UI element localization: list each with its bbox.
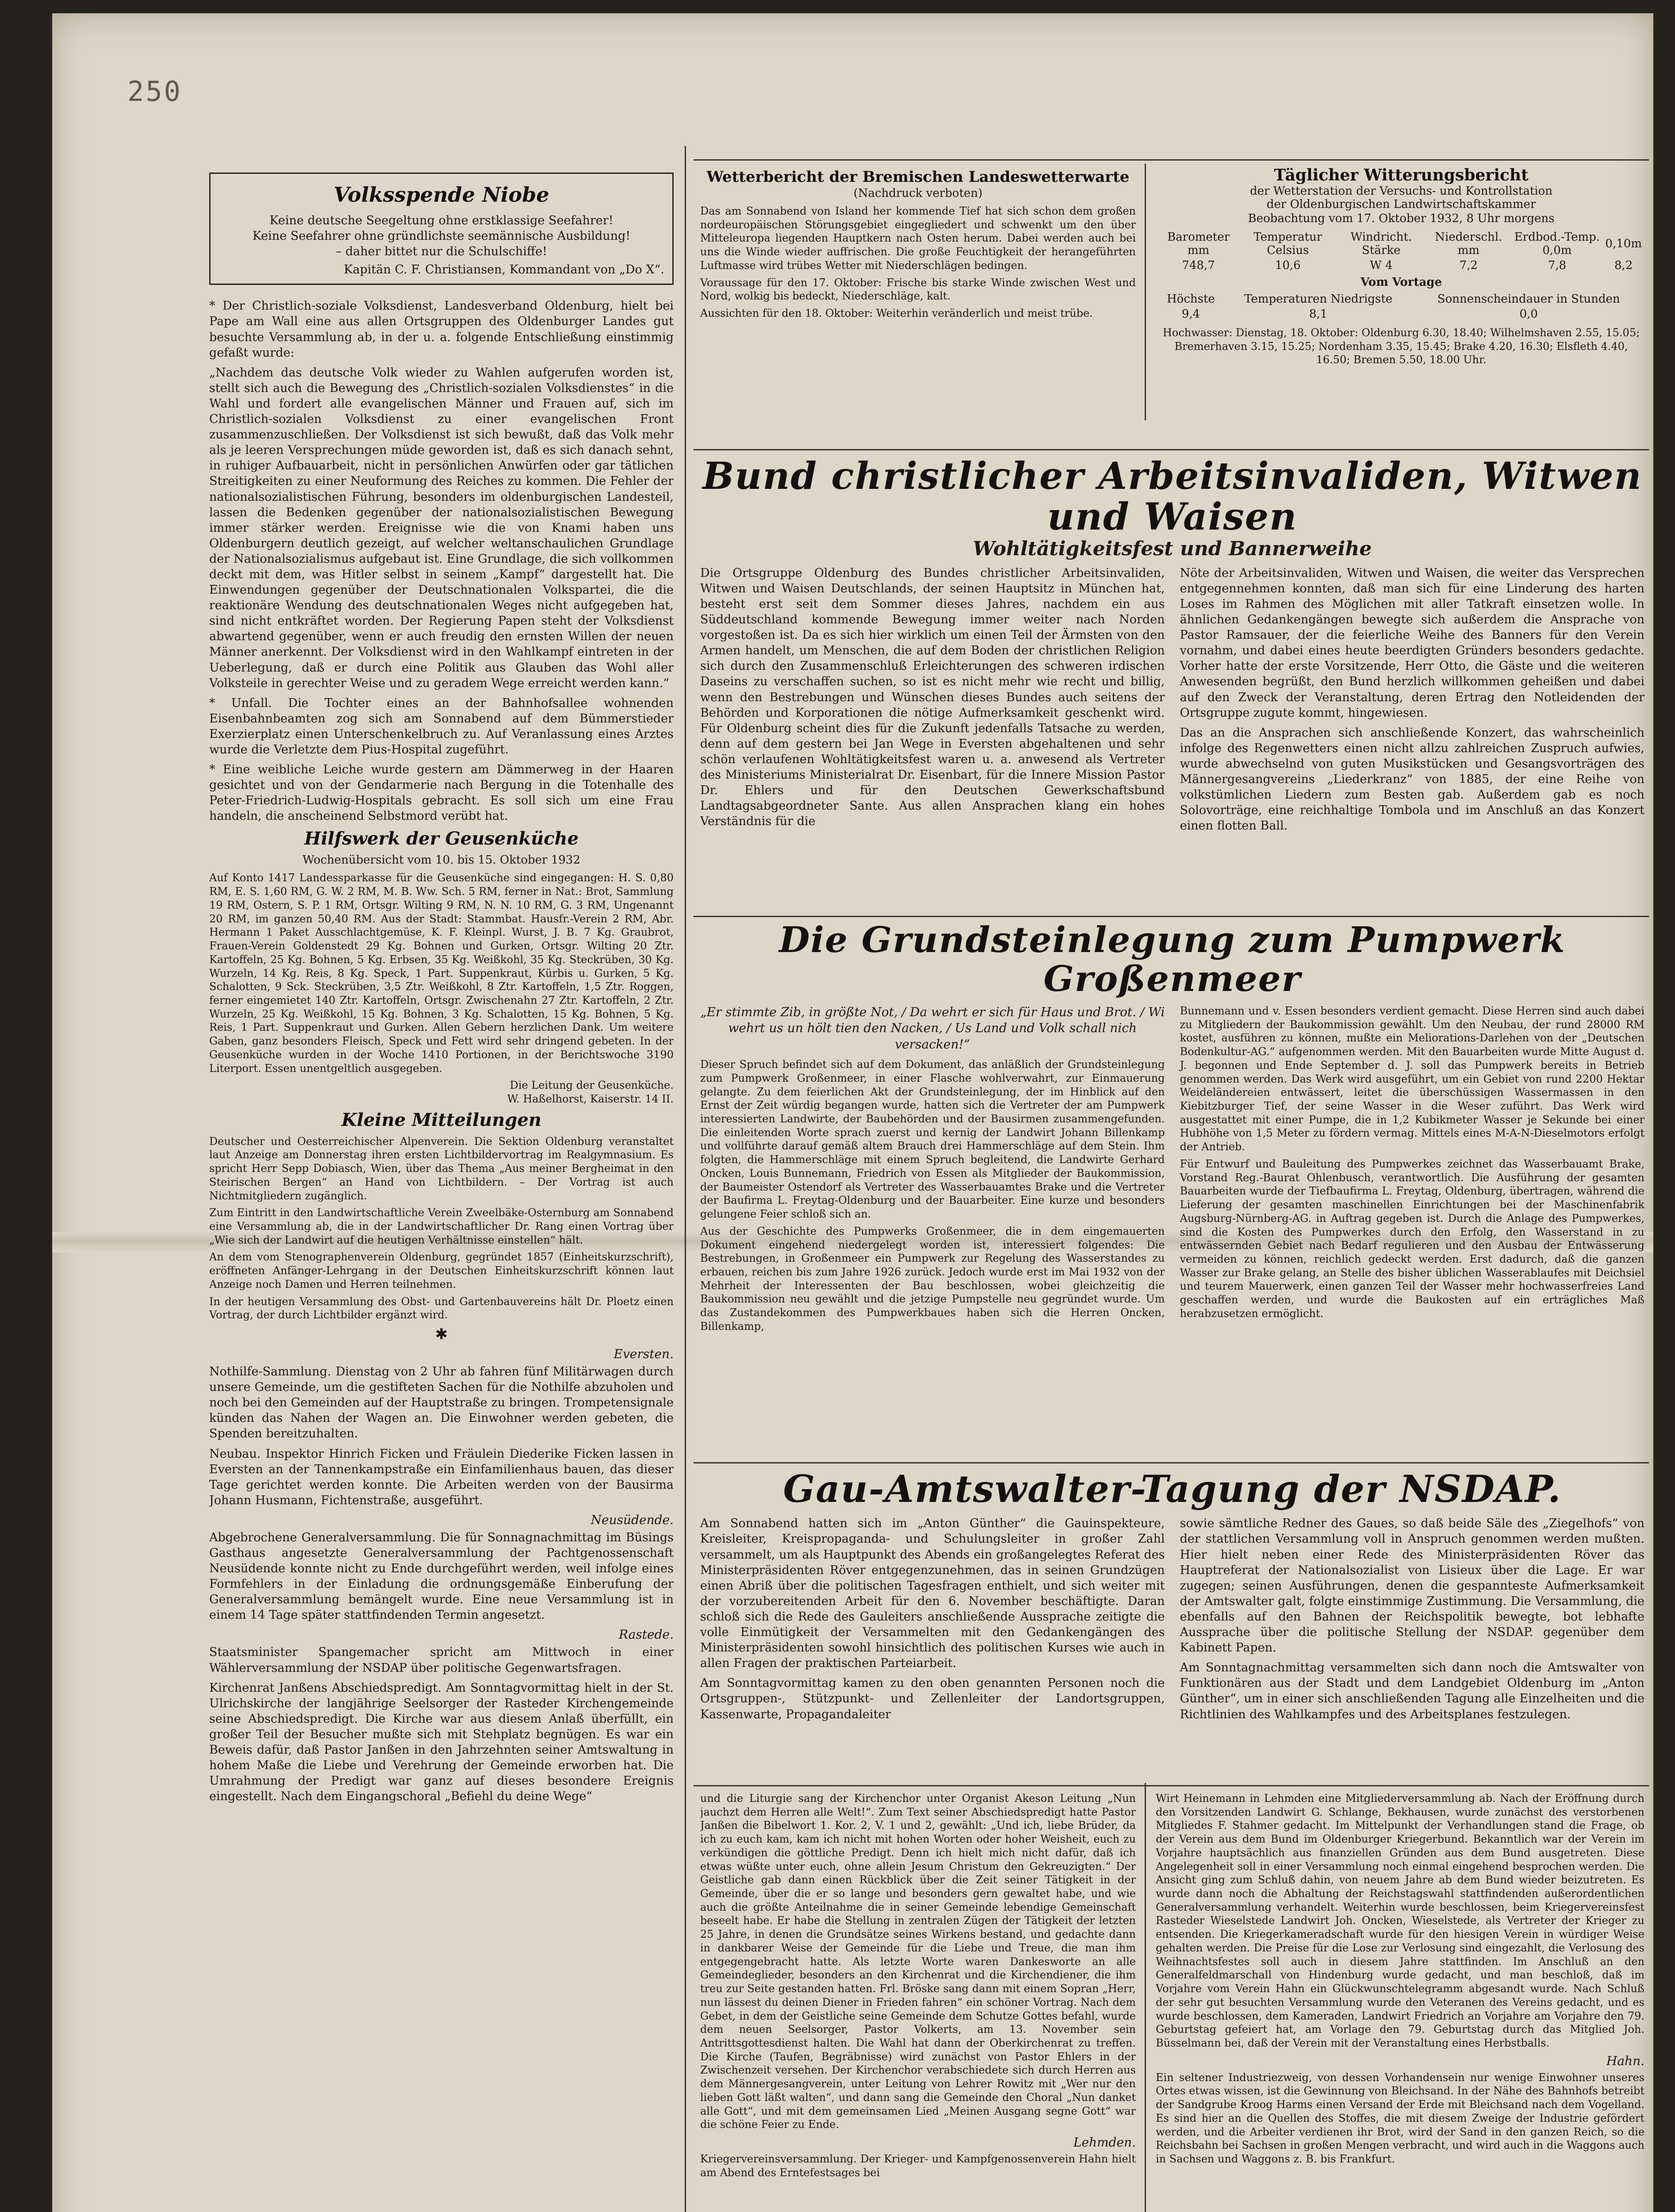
grund-verse: „Er stimmte Zib, in größte Not, / Da wehrt er sich für Haus und Brot. / Wi wehrt us un hölt tien den Nacken, / Us Land und Volk schall nich versacken!“ — [700, 1005, 1165, 1052]
lehmden-continued-text: Wirt Heinemann in Lehmden eine Mitgliederversammlung ab. Nach der Eröffnung durch den Vorsitzenden Landwirt G. Schlange, Bekhausen, wurde zunächst des verstorbenen Mitgliedes F. Stahmer gedacht. Im Mittelpunkt der Verhandlungen stand die Frage, ob der Verein aus dem Bund im Oldenburger Kriegerbund. Bekanntlich war der Verein im Vorjahre hauptsächlich aus finanziellen Gründen aus dem Bund ausgetreten. Diese Angelegenheit soll in einer Versammlung noch einmal eingehend besprochen werden. Die Ansicht ging zum Schluß dahin, von neuem Jahre ab dem Bund wieder beizutreten. Es wurde dann noch die Abhaltung der Reichstagswahl stattfindenden außerordentlichen Generalversammlung verhandelt. Weiterhin wurde beschlossen, beim Kriegervereinsfest Rasteder Wieselstede Landwirt Joh. Oncken, Wieselstede, als Vertreter der Krieger zu entsenden. Die Kriegerkameradschaft wurde für den hiesigen Verein in würdiger Weise gehalten werden. Die Preise für die Lose zur Verlosung sind eingezahlt, die Verlosung des Weihnachtsfestes soll auch in diesem Jahre stattfinden. Im Anschluß an den Generalfeldmarschall von Hindenburg wurde gedacht, und man beschloß, daß im Vorjahre vom Verein Hahn ein Glückwunschtelegramm abgesandt wurde. Nach Schluß der sehr gut besuchten Versammlung wurde den Veteranen des Vereins gedacht, und es wurde beschlossen, dem Kameraden, Landwirt Friedrich an Vorjahre am Vorjahre den 79. Geburtstag gefeiert hat, am Vorlage den 79. Geburtstag durch das Mitglied Joh. Büsselmann bei, daß der Verein mit der Veranstaltung eines Herbstballs. — [1156, 1792, 1644, 2049]
kleine-title: Kleine Mitteilungen — [341, 1109, 541, 1130]
separator-star: ✱ — [435, 1325, 448, 1344]
wx-val-4: 7,8 — [1548, 259, 1567, 272]
wx-val-3: 7,2 — [1459, 259, 1478, 272]
wx2-head-2: Sonnenscheindauer in Stunden — [1437, 292, 1620, 306]
rastede-minister: Staatsminister Spangemacher spricht am Mittwoch in einer Wählerversammlung der NSDAP über politische Gegenwartsfragen. — [209, 1645, 674, 1675]
leiche-note: * Eine weibliche Leiche wurde gestern am Dämmerweg in der Haaren gesichtet und von der Gendarmerie nach Bergung in die Totenhalle des Peter-Friedrich-Ludwig-Hospitals gebracht. Es soll sich um eine Frau handeln, die anscheinend Selbstmord verübt hat. — [209, 763, 674, 823]
page-number: 250 — [127, 75, 182, 108]
witterungsbericht — [1158, 166, 1644, 440]
rule-top — [694, 159, 1649, 161]
witterung-sub1: der Wetterstation der Versuchs- und Kontrollstation — [1250, 184, 1552, 198]
gau-article — [700, 1469, 1644, 1778]
hilfswerk-subtitle: Wochenübersicht vom 10. bis 15. Oktober 1932 — [302, 853, 581, 867]
eversten-place: Eversten. — [613, 1347, 674, 1362]
hilfswerk-title: Hilfswerk der Geusenküche — [304, 828, 579, 849]
wx2-head-0: Höchste — [1167, 292, 1215, 306]
rule-bund — [694, 449, 1649, 450]
newspaper-page — [52, 13, 1653, 2212]
wx-head-2: Windricht. Stärke — [1350, 230, 1412, 257]
hilfswerk-body: Auf Konto 1417 Landessparkasse für die Geusenküche sind eingegangen: H. S. 0,80 RM, E. S. 1,60 RM, G. W. 2 RM, M. B. Ww. Sch. 5 RM, ferner in Nat.: Brot, Sammlung 19 RM, Ostern, S. P. 1 RM, Ortsgr. Wilting 9 RM, N. N. 10 RM, G. 3 RM, Ungenannt 20 RM, im ganzen 50,40 RM. Aus der Stadt: Stammbat. Hausfr.-Verein 2 RM, Abr. Hermann 1 Paket Ausschlachtgemüse, K. F. Kleinpl. Wurst, J. B. 7 Kg. Graubrot, Frauen-Verein Goldenstedt 29 Kg. Bohnen und Gurken, Ortsgr. Wilting 20 Ztr. Kartoffeln, 25 Kg. Bohnen, 5 Kg. Erbsen, 35 Kg. Weißkohl, 35 Kg. Steckrüben, 30 Kg. Wurzeln, 14 Kg. Reis, 8 Kg. Speck, 1 Part. Suppenkraut, Kürbis u. Gurken, 5 Kg. Schalotten, 9 Sck. Steckrüben, 3,5 Ztr. Weißkohl, 8 Ztr. Kartoffeln, 1,5 Ztr. Roggen, ferner eingemietet 140 Ztr. Kartoffeln, Ortsgr. Zwischenahn 27 Ztr. Kartoffeln, 2 Ztr. Wurzeln, 25 Kg. Weißkohl, 15 Kg. Bohnen, 3 Kg. Schalotten, 15 Kg. Bohnen, 5 Kg. Reis, 1 Part. Suppenkraut und Gurken. Allen Gebern herzlichen Dank. Um weitere Gaben, ganz besonders Fleisch, Speck und Fett wird sehr dringend gebeten. In der Geusenküche wurden in der Woche 1410 Portionen, in der Berichtswoche 3190 Literport. Essen unentgeltlich ausgegeben. — [209, 872, 674, 1075]
rastede-place: Rastede. — [618, 1627, 674, 1642]
hahn-text: Ein seltener Industriezweig, von dessen Vorhandensein nur wenige Einwohner unseres Ortes etwas wissen, ist die Gewinnung von Bleichsand. In der Nähe des Bahnhofs betreibt der Sandgrube Kroog Harms einen Versand der Erde mit Bleichsand nach dem Vogelland. Es sind hier an die Quellen des Stoffes, die mit diesem Zweige der Industrie gefördert werden, und die Arbeiter verdienen ihr Brot, wird der Sand in den ganzen Reich, so die Reichsbahn bei Sachsen in großen Mengen verbracht, und wird auch in die Waggons auch in Sachsen und Waggons z. B. bis Frankfurt. — [1156, 2071, 1644, 2165]
wx2-head-1: Temperaturen Niedrigste — [1244, 292, 1393, 306]
bund-subtitle: Wohltätigkeitsfest und Bannerweihe — [973, 537, 1372, 560]
wx-val-1: 10,6 — [1275, 259, 1301, 272]
volksspende-title: Volksspende Niobe — [333, 183, 549, 207]
lehmden-text: Kriegervereinsversammlung. Der Krieger- und Kampfgenossenverein Hahn hielt am Abend des Erntefestsages bei — [700, 2152, 1136, 2179]
wx-val-0: 748,7 — [1182, 259, 1215, 272]
wx2-val-2: 0,0 — [1519, 307, 1538, 321]
witterung-sub3: Beobachtung vom 17. Oktober 1932, 8 Uhr morgens — [1248, 212, 1555, 225]
csvd-intro: * Der Christlich-soziale Volksdienst, Landesverband Oldenburg, hielt bei Pape am Wall eine aus allen Ortsgruppen des Oldenburger Landes gut besuchte Versammlung ab, in der u. a. folgende Entschließung einstimmig gefaßt wurde: — [209, 299, 674, 360]
gau-p2: Am Sonntagvormittag kamen zu den oben genannten Personen noch die Ortsgruppen-, Stützpunkt- und Zellenleiter der Landortsgruppen, Kassenwarte, Propagandaleiter — [700, 1676, 1165, 1721]
kleine-stenograph: An dem vom Stenographenverein Oldenburg, gegründet 1857 (Einheitskurzschrift), eröffneten Anfänger-Lehrgang in der Deutschen Einheitskurzschrift können laut Anzeige noch Damen und Herren teilnehmen. — [209, 1251, 674, 1290]
bund-p2: Nöte der Arbeitsinvaliden, Witwen und Waisen, die weiter das Versprechen entgegennehmen konnten, daß man sich für eine Linderung des harten Loses im Rahmen des Möglichen mit aller Tatkraft einsetzen wolle. In ähnlichen Gedankengängen bewegte sich außerdem die Ansprache von Pastor Ramsauer, der die feierliche Weihe des Banners für den Verein vornahm, und dabei eines heute beerdigten Gründers besonders gedachte. Vorher hatte der erste Vorsitzende, Herr Otto, die Gäste und die weiteren Anwesenden begrüßt, den Bund herzlich willkommen geheißen und dabei auf den Zweck der Veranstaltung, deren Ertrag den Notleidenden der Ortsgruppe zugute kommt, hingewiesen. — [1180, 566, 1644, 720]
rastede-continued — [700, 1792, 1136, 2212]
wx-head-5: 0,10m — [1605, 237, 1642, 250]
csvd-resolution: „Nachdem das deutsche Volk wieder zu Wahlen aufgerufen worden ist, stellt sich auch die Bewegung des „Christlich-sozialen Volksdienstes“ in die Wahl und fordert alle evangelischen Männer und Frauen auf, sich im Christlich-sozialen Volksdienst zu einer evangelischen Front zusammenzuschließen. Der Volksdienst ist sich bewußt, daß das Volk mehr als je leeren Versprechungen müde geworden ist, daß es sich danach sehnt, in ruhiger Aufbauarbeit, nicht in persönlichen Anwürfen oder gar tätlichen Streitigkeiten zu einer Neuformung des Reiches zu kommen. Die Fehler der nationalsozialistischen Führung, besonders im oldenburgischen Landesteil, lassen die Bedenken gegenüber der nationalsozialistischen Bewegung immer stärker werden. Ereignisse wie die von Knami haben uns Oldenburgern deutlich gezeigt, auf welcher weltanschaulichen Grundlage der Nationalsozialismus aufgebaut ist. Eine Grundlage, die sich vollkommen deckt mit dem, was Hitler selbst in seinem „Kampf“ dargestellt hat. Die Einwendungen gegenüber der Deutschnationalen Volkspartei, die die reaktionäre Wendung des deutschnationalen Weges nicht aufgegeben hat, sind nicht entkräftet worden. Der Regierung Papen steht der Volksdienst abwartend gegenüber, wenn er auch freudig den ernsten Willen der neuen Männer anerkennt. Der Volksdienst wird in den Wahlkampf eintreten in der Ueberlegung, daß er durch eine Politik aus Glauben das Wohl aller Volksteile in gerechter Weise und zu geradem Wege erreicht werden kann.“ — [209, 365, 674, 690]
gau-p3: sowie sämtliche Redner des Gaues, so daß beide Säle des „Ziegelhofs“ von der stattlichen Versammlung voll in Anspruch genommen werden mußten. Hier hielt neben einer Rede des Ministerpräsidenten Röver das Hauptreferat der Nationalsozialist von Lisieux über die Lage. Er war zugegen; seinen Ausführungen, denen die gespannteste Aufmerksamkeit der Amtswalter galt, folgte einstimmige Zustimmung. Die Versammlung, die ebenfalls auf den Bahnen der Reichspolitik bewegte, bot lebhafte Aussprache über die politische Stellung der NSDAP. gegenüber dem Kabinett Papen. — [1180, 1517, 1644, 1655]
neusudende-place: Neusüdende. — [590, 1512, 674, 1527]
hahn-place: Hahn. — [1606, 2053, 1644, 2068]
eversten-nothilfe: Nothilfe-Sammlung. Dienstag von 2 Uhr ab fahren fünf Militärwagen durch unsere Gemeinde, um die gestifteten Sachen für die Nothilfe abzuholen und noch bei den Gemeinden auf der Hauptstraße zu bringen. Trompetensignale künden das Nahen der Wagen an. Die Einwohner werden gebeten, die Spenden bereitzuhalten. — [209, 1365, 674, 1441]
grund-p4: Für Entwurf und Bauleitung des Pumpwerkes zeichnet das Wasserbauamt Brake, Vorstand Reg.-Baurat Ohlenbusch, verantwortlich. Die Ausführung der gesamten Bauarbeiten wurde der Tiefbaufirma L. Freytag, Oldenburg, übertragen, während die Lieferung der gesamten maschinellen Einrichtungen bei der Maschinenfabrik Augsburg-Nürnberg-AG. in Auftrag gegeben ist. Durch die Anlage des Pumpwerkes, sind die Kosten des Pumpwerkes durch den Erfolg, den Wasserstand in zu entwässernden Gebiet nach Bedarf regulieren und den Ausbau der Entwässerung vermeiden zu können, reichlich gedeckt werden. Erst dadurch, daß die ganzen Wasser zur Brake gelang, an Stelle des bisher üblichen Wasserablaufes mit Deichsiel und teurem Mauerwerk, einen ganzen Teil der Wasser mehr hochwasserfreies Land geschaffen werden, und wurde die Baukosten auf ein erträgliches Maß herabzusetzen ermöglicht. — [1180, 1157, 1644, 1320]
column-rule-mid-top — [1145, 164, 1146, 420]
column-rule-lower — [1145, 1783, 1146, 2212]
witterung-vortag: Vom Vortage — [1360, 276, 1442, 289]
wx-head-3: Niederschl. mm — [1435, 230, 1503, 257]
witterung-table2 — [1158, 292, 1644, 322]
grund-columns — [700, 1004, 1644, 1337]
wetterbericht-note: (Nachdruck verboten) — [853, 187, 983, 200]
rule-grund — [694, 916, 1649, 917]
bund-p1: Die Ortsgruppe Oldenburg des Bundes christlicher Arbeitsinvaliden, Witwen und Waisen Deutschlands, der seinen Hauptsitz in München hat, besteht erst seit dem Sommer dieses Jahres, nachdem ein aus Süddeutschland kommende Bewegung immer weiter nach Norden vorgestoßen ist. Da es sich hier wirklich um einen Teil der Ärmsten von den Armen handelt, um Menschen, die auf dem Boden der christlichen Religion sich durch den Zusammenschluß Erleichterungen des schweren irdischen Daseins zu verschaffen suchen, so ist es nicht mehr wie recht und billig, wenn den Bestrebungen und Wünschen dieses Bundes auch seitens der Behörden und Korporationen die nötige Aufmerksamkeit geschenkt wird. Für Oldenburg scheint dies für die Zukunft jedenfalls Tatsache zu werden, denn auf dem gestern bei Jan Wege in Eversten abgehaltenen und sehr schön verlaufenen Wohltätigkeitsfest waren u. a. anwesend als Vertreter des Ministeriums Ministerialrat Dr. Eisenbart, für die Innere Mission Pastor Dr. Ehlers und für den Deutschen Gewerkschaftsbund Landtagsabgeordneter Sante. Aus allen Ansprachen klang ein hohes Verständnis für die — [700, 566, 1165, 829]
wetterbericht-forecast1: Voraussage für den 17. Oktober: Frische bis starke Winde zwischen West und Nord, wolkig bis bedeckt, Niederschläge, kalt. — [700, 276, 1136, 303]
wx-head-1: Temperatur Celsius — [1253, 230, 1322, 257]
witterung-title: Täglicher Witterungsbericht — [1274, 166, 1529, 184]
volksspende-sign: Kapitän C. F. Christiansen, Kommandant von „Do X“. — [344, 263, 664, 277]
bund-p3: Das an die Ansprachen sich anschließende Konzert, das wahrscheinlich infolge des Regenwetters einen nicht allzu zahlreichen Zuspruch aufwies, wurde abwechselnd von guten Musikstücken und Gesangsvorträgen des Männergesangvereins „Liederkranz“ von 1885, der eine Reihe von volkstümlichen Liedern zum Besten gab. Außerdem gab es noch Solovorträge, eine reichhaltige Tombola und im Anschluß an das Konzert einen flotten Ball. — [1180, 726, 1644, 833]
wetterbericht-body: Das am Sonnabend von Island her kommende Tief hat sich schon dem großen nordeuropäischen Störungsgebiet eingegliedert und schwenkt um den über Mitteleuropa liegenden Hauptkern nach Osten herum. Dabei werden auch bei uns die Winde wieder auffrischen. Die große Feuchtigkeit der herangeführten Luftmasse wird trübes Wetter mit Niederschlägen bedingen. — [700, 205, 1136, 272]
neusudende-text: Abgebrochene Generalversammlung. Die für Sonnagnachmittag im Büsings Gasthaus angesetzte Generalversammlung der Pachtgenossenschaft Neusüdende konnte nicht zu Ende durchgeführt werden, weil infolge eines Formfehlers in der Einladung die ordnungsgemäße Einberufung der Generalversammlung bemängelt wurde. Eine neue Versammlung ist in einem 14 Tage später stattfindenden Termin angesetzt. — [209, 1530, 674, 1622]
wx-head-0: Barometer mm — [1167, 230, 1230, 257]
gau-p4: Am Sonntagnachmittag versammelten sich dann noch die Amtswalter von Funktionären aus der Stadt und dem Landgebiet Oldenburg im „Anton Günther“, um in einer sich anschließenden Tagung alle Einzelheiten und die Richtlinien des Wahlkampfes und des Arbeitsplanes festzulegen. — [1180, 1661, 1644, 1721]
gau-title: Gau-Amtswalter-Tagung der NSDAP. — [783, 1469, 1562, 1511]
wetterbericht — [700, 168, 1136, 434]
lehmden-continued — [1156, 1792, 1644, 2212]
witterung-sub2: der Oldenburgischen Landwirtschaftskammer — [1266, 198, 1536, 211]
volksspende-box — [209, 173, 674, 285]
unfall-note: * Unfall. Die Tochter eines an der Bahnhofsallee wohnenden Eisenbahnbeamten zog sich am Sonnabend auf dem Bümmerstieder Exerzierplatz einen Unterschenkelbruch zu. Auf Veranlassung eines Arztes wurde die Verletzte dem Pius-Hospital zugeführt. — [209, 696, 674, 757]
grund-p2: Aus der Geschichte des Pumpwerks Großenmeer, die in dem eingemauerten Dokument eingehend niedergelegt worden ist, interessiert folgendes: Die Bestrebungen, in Großenmeer ein Pumpwerk zur Regelung des Wasserstandes zu erbauen, reichen bis zum Jahre 1926 zurück. Jedoch wurde erst im Mai 1932 von der Mehrheit der Interessenten der Bau beschlossen, wobei gleichzeitig die Baukommission neu gewählt und die jetzige Pumpstelle neu gegründet wurde. Um das Zustandekommen des Pumpwerkbaues haben sich die Herren Oncken, Billenkamp, — [700, 1225, 1165, 1333]
rastede-continued-text: und die Liturgie sang der Kirchenchor unter Organist Akeson Leitung „Nun jauchzt dem Herren alle Welt!“. Zum Text seiner Abschiedspredigt hatte Pastor Janßen die Bibelwort 1. Kor. 2, V. 1 und 2, gewählt: „Und ich, liebe Brüder, da ich zu euch kam, kam ich nicht mit hohen Worten oder hoher Weisheit, euch zu verkündigen die göttliche Predigt. Denn ich hielt mich nicht dafür, daß ich etwas wüßte unter euch, ohne allein Jesum Christum den Gekreuzigten.“ Der Geistliche gab dann einen Rückblick über die Zeit seiner Tätigkeit in der Gemeinde, über die er so lange und besonders gern gewaltet habe, und wie auch die größte Anteilnahme die in seiner Gemeinde lebendige Gemeinschaft beseelt habe. Er habe die Stellung in zentralen Zügen der Tätigkeit der letzten 25 Jahre, in denen die Grundsätze seines Wirkens bestand, und gedachte dann in dankbarer Weise der Gemeinde für die Liebe und Treue, die man ihm entgegengebracht hatte. Als letzte Worte waren Dankesworte an alle Gemeindeglieder, besonders an den Kirchenrat und die Kirchendiener, die ihm treu zur Seite gestanden hatten. Frl. Bröske sang dann mit einem Sopran „Herr, nun lässest du deinen Diener in Frieden fahren“ ein schöner Vortrag. Nach dem Gebet, in dem der Geistliche seine Gemeinde dem Schutze Gottes befahl, wurde dem neuen Seelsorger, Pastor Volkerts, am 13. November sein Antrittsgottesdienst halten. Die Wahl hat dann der Oberkirchenrat zu treffen. Die Kirche (Taufen, Begräbnisse) wird zunächst von Pastor Ehlers in der Zwischenzeit versehen. Der Kirchenchor verabschiedete sich durch Herren aus dem Männergesangverein, unter Leitung von Lehrer Rowitz mit „Wer nur den lieben Gott läßt walten“, und dann sang die Gemeinde den Choral „Nun danket alle Gott“, und mit dem gemeinsamen Lied „Meinen Ausgang segne Gott“ war die schöne Feier zu Ende. — [700, 1792, 1136, 2131]
bund-title: Bund christlicher Arbeitsinvaliden, Witwen und Waisen — [702, 456, 1642, 539]
rule-bottom — [694, 1785, 1649, 1786]
grund-p1: Dieser Spruch befindet sich auf dem Dokument, das anläßlich der Grundsteinlegung zum Pumpwerk Großenmeer, in einer Flasche wohlverwahrt, zur Einmauerung gelangte. Zu dem feierlichen Akt der Grundsteinlegung, der im Hinblick auf den Ernst der Zeit würdig begangen wurde, hatten sich die Vertreter der am Pumpwerk interessierten Landwirte, der Baubehörden und der Bausirmen zusammengefunden. Die einleitenden Worte sprach zuerst und kernig der Landwirt Johann Billenkamp und vollführte darauf gemäß altem Brauch drei Hammerschläge auf dem Stein. Ihm folgten, die Hammerschläge mit einem Spruch begleitend, die Landwirte Gerhard Oncken, Louis Bunnemann, Friedrich von Essen als Mitglieder der Baukommission, der Baumeister Ostendorf als Vertreter des Wasserbauamtes Brake und die Vertreter der Baufirma L. Freytag-Oldenburg und der Bauarbeiter. Eine kurze und besonders gelungene Feier schloß sich an. — [700, 1058, 1165, 1221]
wx-val-2: W 4 — [1369, 259, 1393, 272]
column-rule-left — [685, 146, 686, 2212]
kleine-landwirt: Zum Eintritt in den Landwirtschaftliche Verein Zweelbäke-Osternburg am Sonnabend eine Versammlung ab, die in der Landwirtschaftlicher Dr. Rang einen Vortrag über „Wie sich der Landwirt auf die heutigen Verhältnisse einstellen“ hält. — [209, 1206, 674, 1246]
grund-article — [700, 920, 1644, 1458]
gau-p1: Am Sonnabend hatten sich im „Anton Günther“ die Gauinspekteure, Kreisleiter, Kreispropaganda- und Schulungsleiter in großer Zahl versammelt, um als Hauptpunkt des Abends ein großangelegtes Referat des Ministerpräsidenten Röver entgegenzunehmen, das in seinen Grundzügen einen Abriß über die politischen Tagesfragen enthielt, und sich weiter mit der vorzubereitenden Arbeit für den 6. November beschäftigte. Daran schloß sich die Rede des Gauleiters anschließende Aussprache zeitigte die volle Einmütigkeit der Versammelten mit den Gedankengängen des Ministerpräsidenten sowohl hinsichtlich des politischen Kurses wie auch in allen Fragen der praktischen Parteiarbeit. — [700, 1517, 1165, 1671]
wx-head-4: Erdbod.-Temp. 0,0m — [1514, 230, 1600, 257]
bund-columns — [700, 565, 1644, 838]
grund-p3: Bunnemann und v. Essen besonders verdient gemacht. Diese Herren sind auch dabei zu Mitgliedern der Baukommission gewählt. Um den Neubau, der rund 28000 RM kostet, ausführen zu können, mußte ein Meliorations-Darlehen von der „Deutschen Bodenkultur-AG.“ aufgenommen werden. Mit den Bauarbeiten wurde Mitte August d. J. begonnen und Ende September d. J. soll das Pumpwerk bereits in Betrieb genommen werden. Das Werk wird ausgeführt, um ein Gebiet von rund 2200 Hektar Weideländereien entwässert, leitet die überschüssigen Wassermassen in den Kiebitzburger Tief, der seine Wasser in die Weser zuführt. Das Werk wird ausgestattet mit einer Pumpe, die in 1,2 Kubikmeter Wasser je Sekunde bei einer Hubhöhe von 1,5 Meter zu fördern vermag. Mittels eines M-A-N-Dieselmotors erfolgt der Antrieb. — [1180, 1005, 1644, 1153]
left-column — [209, 173, 674, 2212]
hilfswerk-sign2: W. Haßelhorst, Kaiserstr. 14 II. — [507, 1092, 674, 1105]
rastede-predigt: Kirchenrat Janßens Abschiedspredigt. Am Sonntagvormittag hielt in der St. Ulrichskirche der langjährige Seelsorger der Rasteder Kirchengemeinde seine Abschiedspredigt. Die Kirche war aus diesem Anlaß überfüllt, ein großer Teil der Besucher mußte sich mit Stehplatz begnügen. Es war ein Beweis dafür, daß Pastor Janßen in den Jahrzehnten seiner Amtswaltung in hohem Maße die Liebe und Verehrung der Gemeinde erworben hat. Die Umrahmung der Predigt war ganz auf dieses besondere Ereignis eingestellt. Nach dem Eingangschoral „Befiehl du deine Wege“ — [209, 1681, 674, 1804]
lehmden-place: Lehmden. — [1073, 2135, 1136, 2150]
wx-val-5: 8,2 — [1614, 259, 1633, 272]
hilfswerk-sign1: Die Leitung der Geusenküche. — [510, 1079, 674, 1092]
bund-article — [700, 456, 1644, 911]
rule-gau — [694, 1462, 1649, 1463]
gau-columns — [700, 1516, 1644, 1726]
wetterbericht-forecast2: Aussichten für den 18. Oktober: Weiterhin veränderlich und meist trübe. — [700, 307, 1093, 320]
kleine-alpenverein: Deutscher und Oesterreichischer Alpenverein. Die Sektion Oldenburg veranstaltet laut Anzeige am Donnerstag ihren ersten Lichtbildervortrag im Realgymnasium. Es spricht Herr Sepp Dobiasch, Wien, über das Thema „Aus meiner Bergheimat in den Steirischen Bergen“ an Hand von Lichtbildern. – Der Vortrag ist auch Nichtmitgliedern zugänglich. — [209, 1135, 674, 1202]
wx2-val-0: 9,4 — [1181, 307, 1200, 321]
wetterbericht-title: Wetterbericht der Bremischen Landeswetterwarte — [706, 168, 1130, 186]
grund-title: Die Grundsteinlegung zum Pumpwerk Großenmeer — [779, 920, 1566, 999]
volksspende-line3: – daher bittet nur die Schulschiffe! — [335, 245, 548, 259]
witterung-table — [1158, 230, 1644, 273]
wx2-val-1: 8,1 — [1309, 307, 1328, 321]
witterung-hochwasser: Hochwasser: Dienstag, 18. Oktober: Oldenburg 6.30, 18.40; Wilhelmshaven 2.55, 15.05; Bremerhaven 3.15, 15.25; Nordenham 3.35, 15.45; Brake 4.20, 16.30; Elsfleth 4.40, 16.50; Bremen 5.50, 18.00 Uhr. — [1162, 326, 1640, 366]
kleine-obstbau: In der heutigen Versammlung des Obst- und Gartenbauvereins hält Dr. Ploetz einen Vortrag, der durch Lichtbilder ergänzt wird. — [209, 1295, 674, 1321]
eversten-neubau: Neubau. Inspektor Hinrich Ficken und Fräulein Diederike Ficken lassen in Eversten an der Tannenkampstraße ein Einfamilienhaus bauen, das dieser Tage gerichtet werden konnte. Die Arbeiten werden von der Bausirma Johann Husmann, Fichtenstraße, ausgeführt. — [209, 1447, 674, 1507]
volksspende-line1: Keine deutsche Seegeltung ohne erstklassige Seefahrer! — [269, 214, 613, 227]
volksspende-line2: Keine Seefahrer ohne gründlichste seemännische Ausbildung! — [252, 229, 631, 243]
